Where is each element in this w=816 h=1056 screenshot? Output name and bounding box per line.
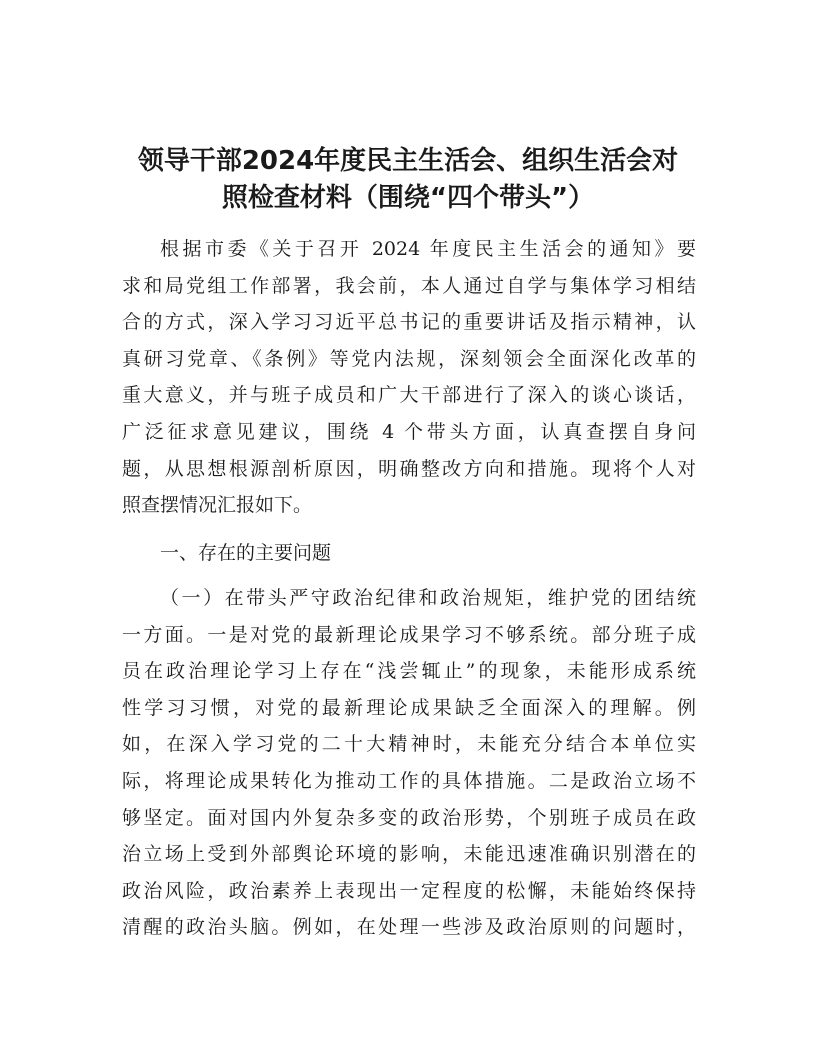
paragraph-line: 题，从思想根源剖析原因，明确整改方向和措施。现将个人对	[122, 457, 696, 480]
paragraph-line: 够坚定。面对国内外复杂多变的政治形势，个别班子成员在政	[122, 806, 696, 829]
paragraph-line: 员在政治理论学习上存在“浅尝辄止”的现象，未能形成系统	[122, 660, 696, 683]
section-heading-text: 一、存在的主要问题	[160, 542, 332, 564]
document-title-line-2: 照检查材料（围绕“四个带头”）	[221, 183, 595, 213]
paragraph-line: 政治风险，政治素养上表现出一定程度的松懈，未能始终保持	[122, 879, 696, 902]
paragraph-line: 性学习习惯，对党的最新理论成果缺乏全面深入的理解。例	[122, 696, 696, 719]
paragraph-line: 真研习党章、《条例》等党内法规，深刻领会全面深化改革的	[122, 347, 696, 370]
paragraph-line: 合的方式，深入学习习近平总书记的重要讲话及指示精神，认	[122, 311, 696, 334]
paragraph-line: 如，在深入学习党的二十大精神时，未能充分结合本单位实	[122, 733, 696, 756]
paragraph-line: 际，将理论成果转化为推动工作的具体措施。二是政治立场不	[122, 769, 696, 792]
section-paragraph	[122, 580, 696, 946]
paragraph-line: 一方面。一是对党的最新理论成果学习不够系统。部分班子成	[122, 623, 696, 646]
paragraph-line: 照查摆情况汇报如下。	[122, 494, 313, 517]
document-title-line-1: 领导干部2024年度民主生活会、组织生活会对	[137, 146, 679, 176]
paragraph-line: （一）在带头严守政治纪律和政治规矩，维护党的团结统	[160, 587, 696, 609]
intro-paragraph	[122, 231, 696, 524]
paragraph-line: 治立场上受到外部舆论环境的影响，未能迅速准确识别潜在的	[122, 843, 696, 866]
paragraph-line: 根据市委《关于召开 2024 年度民主生活会的通知》要	[160, 238, 696, 260]
paragraph-line: 清醒的政治头脑。例如，在处理一些涉及政治原则的问题时，	[122, 916, 696, 939]
paragraph-line: 重大意义，并与班子成员和广大干部进行了深入的谈心谈话，	[122, 384, 696, 407]
paragraph-line: 求和局党组工作部署，我会前，本人通过自学与集体学习相结	[122, 274, 696, 297]
paragraph-line: 广泛征求意见建议，围绕 4 个带头方面，认真查摆自身问	[122, 420, 696, 443]
section-heading	[122, 535, 696, 572]
